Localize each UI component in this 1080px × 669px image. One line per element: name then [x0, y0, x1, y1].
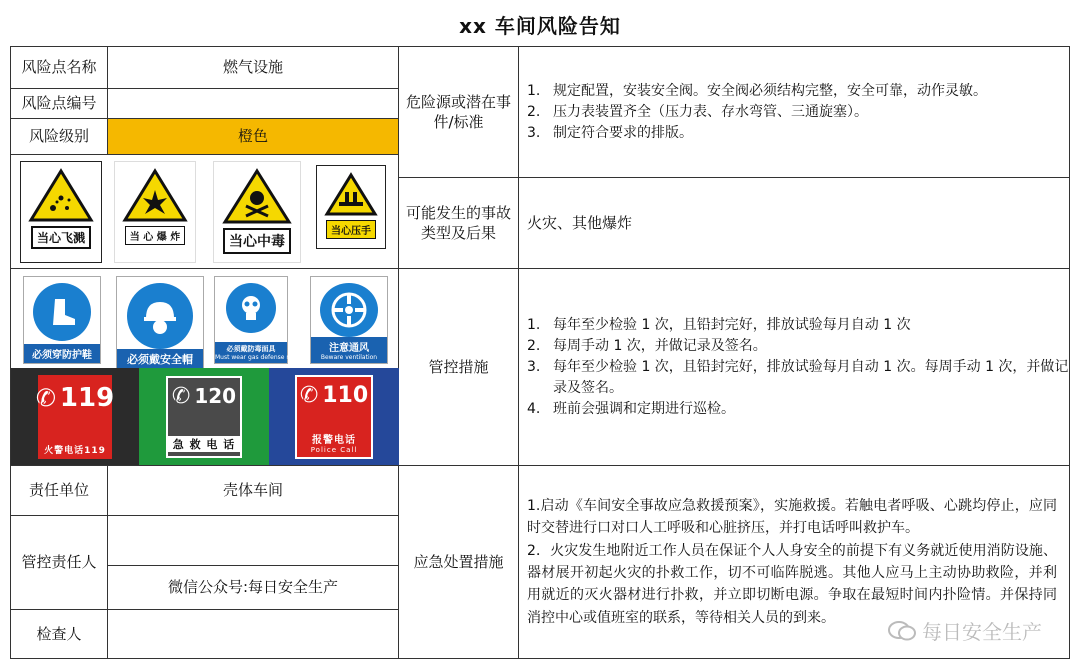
list-text: 规定配置，安装安全阀。安全阀必须结构完整，安全可靠，动作灵敏。	[553, 83, 987, 99]
emergency-text	[519, 495, 1069, 629]
warning-sign-label: 当心飞溅	[31, 226, 91, 249]
control-label: 管控措施	[399, 269, 519, 466]
emergency-sign-ambulance	[139, 368, 269, 465]
unit-label: 责任单位	[11, 466, 108, 516]
poison-warning-icon	[222, 168, 292, 224]
phone-icon: ✆	[35, 383, 56, 412]
mandatory-sign-label: 必须戴防毒面具 Must wear gas defense mask	[215, 342, 287, 363]
mandatory-sign-helmet	[116, 276, 204, 370]
hazard-item	[527, 81, 987, 102]
control-item	[527, 315, 1069, 336]
warning-sign-splash	[20, 161, 102, 263]
explosion-warning-icon	[123, 168, 187, 222]
page-title: xx 车间风险告知	[459, 14, 621, 38]
warning-sign-crush	[316, 165, 386, 249]
unit-value: 壳体车间	[108, 466, 399, 516]
wechat-icon	[888, 620, 916, 642]
emergency-caption: 火警电话119	[44, 445, 106, 456]
wechat-watermark	[888, 616, 1042, 645]
splash-warning-icon	[29, 168, 93, 222]
hazard-list	[519, 81, 987, 144]
emergency-sign-fire	[11, 368, 139, 465]
gas-mask-icon	[226, 283, 276, 333]
emergency-step-2: 2．火灾发生地附近工作人员在保证个人人身安全的前提下有义务就近使用消防设施、器材展开初起火灾的扑救工作，切不可临阵脱逃。其他人应马上主动协助救险，并利用就近的灭火器材进行扑救，并立即切断电源。争取在最短时间内扑险情。并保持同消控中心或值班室的联系，等待相关人员的到来。	[527, 542, 1057, 626]
phone-icon: ✆	[299, 382, 319, 408]
list-text: 每周手动 1 次，并做记录及签名。	[553, 337, 767, 354]
list-number: 1.	[527, 83, 541, 99]
emergency-caption-en: Police Call	[310, 445, 358, 454]
code-label: 风险点编号	[11, 89, 108, 119]
list-text: 班前会强调和定期进行巡检。	[553, 400, 735, 417]
list-number: 3.	[527, 125, 541, 141]
emergency-number: 110	[322, 382, 369, 408]
list-number: 1.	[527, 316, 541, 333]
wechat-note: 微信公众号:每日安全生产	[108, 566, 399, 610]
hazard-label: 危险源或潜在事件/标准	[399, 47, 519, 178]
level-value: 橙色	[108, 119, 399, 155]
mandatory-sign-boots	[23, 276, 101, 364]
control-item	[527, 336, 1069, 357]
control-list	[519, 315, 1069, 420]
mandatory-sign-label: 注意通风 Beware ventilation	[311, 337, 387, 363]
emergency-number: 119	[59, 382, 115, 413]
emergency-step-1: 1.启动《车间安全事故应急救援预案》，实施救援。若触电者呼吸、心跳均停止，应同时交替进行口对口人工呼吸和心脏挤压，并打电话呼叫救护车。	[527, 497, 1057, 537]
ventilation-icon	[320, 283, 378, 337]
warning-sign-poison	[213, 161, 301, 263]
warning-sign-label: 当 心 爆 炸	[125, 226, 185, 245]
control-item	[527, 399, 1069, 420]
crush-hand-warning-icon	[325, 172, 377, 216]
code-value	[108, 89, 399, 119]
list-text: 每年至少检验 1 次，且铅封完好，排放试验每月自动 1 次。每周手动 1 次，并做记录及签名。	[553, 358, 1069, 396]
emergency-caption: 急 救 电 话	[168, 436, 240, 452]
fire-call-card	[35, 375, 115, 459]
mandatory-sign-label: 必须戴安全帽	[117, 349, 203, 369]
hazard-item	[527, 123, 987, 144]
ambulance-call-card	[166, 376, 242, 458]
level-label: 风险级别	[11, 119, 108, 155]
watermark-text: 每日安全生产	[922, 620, 1042, 644]
mandatory-sign-gas-mask	[214, 276, 303, 364]
list-text: 制定符合要求的排版。	[553, 125, 693, 141]
inspector-value	[108, 610, 399, 659]
phone-icon: ✆	[171, 383, 191, 409]
hazard-content	[519, 47, 1070, 178]
mandatory-sign-ventilation	[310, 276, 388, 364]
name-value: 燃气设施	[108, 47, 399, 89]
person-value	[108, 516, 399, 566]
name-label: 风险点名称	[11, 47, 108, 89]
list-text: 每年至少检验 1 次，且铅封完好，排放试验每月自动 1 次	[553, 316, 911, 333]
warning-sign-explosion	[114, 161, 196, 263]
police-call-card	[295, 375, 373, 459]
inspector-label: 检查人	[11, 610, 108, 659]
list-number: 3.	[527, 358, 541, 375]
control-item	[527, 357, 1069, 399]
accident-label: 可能发生的事故类型及后果	[399, 178, 519, 269]
control-content	[519, 269, 1070, 466]
list-number: 4.	[527, 400, 541, 417]
emergency-number: 120	[194, 384, 237, 408]
accident-value: 火灾、其他爆炸	[519, 178, 1070, 269]
list-number: 2.	[527, 337, 541, 354]
warning-sign-label: 当心压手	[326, 220, 376, 239]
list-text: 压力表装置齐全（压力表、存水弯管、三通旋塞）。	[553, 104, 868, 120]
person-label: 管控责任人	[11, 516, 108, 610]
boot-icon	[33, 283, 91, 341]
list-number: 2.	[527, 104, 541, 120]
mandatory-sign-label: 必须穿防护鞋	[24, 344, 100, 363]
risk-notice-table	[10, 46, 1070, 659]
emergency-label: 应急处置措施	[399, 466, 519, 659]
emergency-sign-police	[269, 368, 399, 465]
helmet-icon	[127, 283, 193, 349]
emergency-caption: 报警电话	[312, 434, 356, 446]
hazard-item	[527, 102, 987, 123]
warning-sign-label: 当心中毒	[223, 228, 291, 254]
